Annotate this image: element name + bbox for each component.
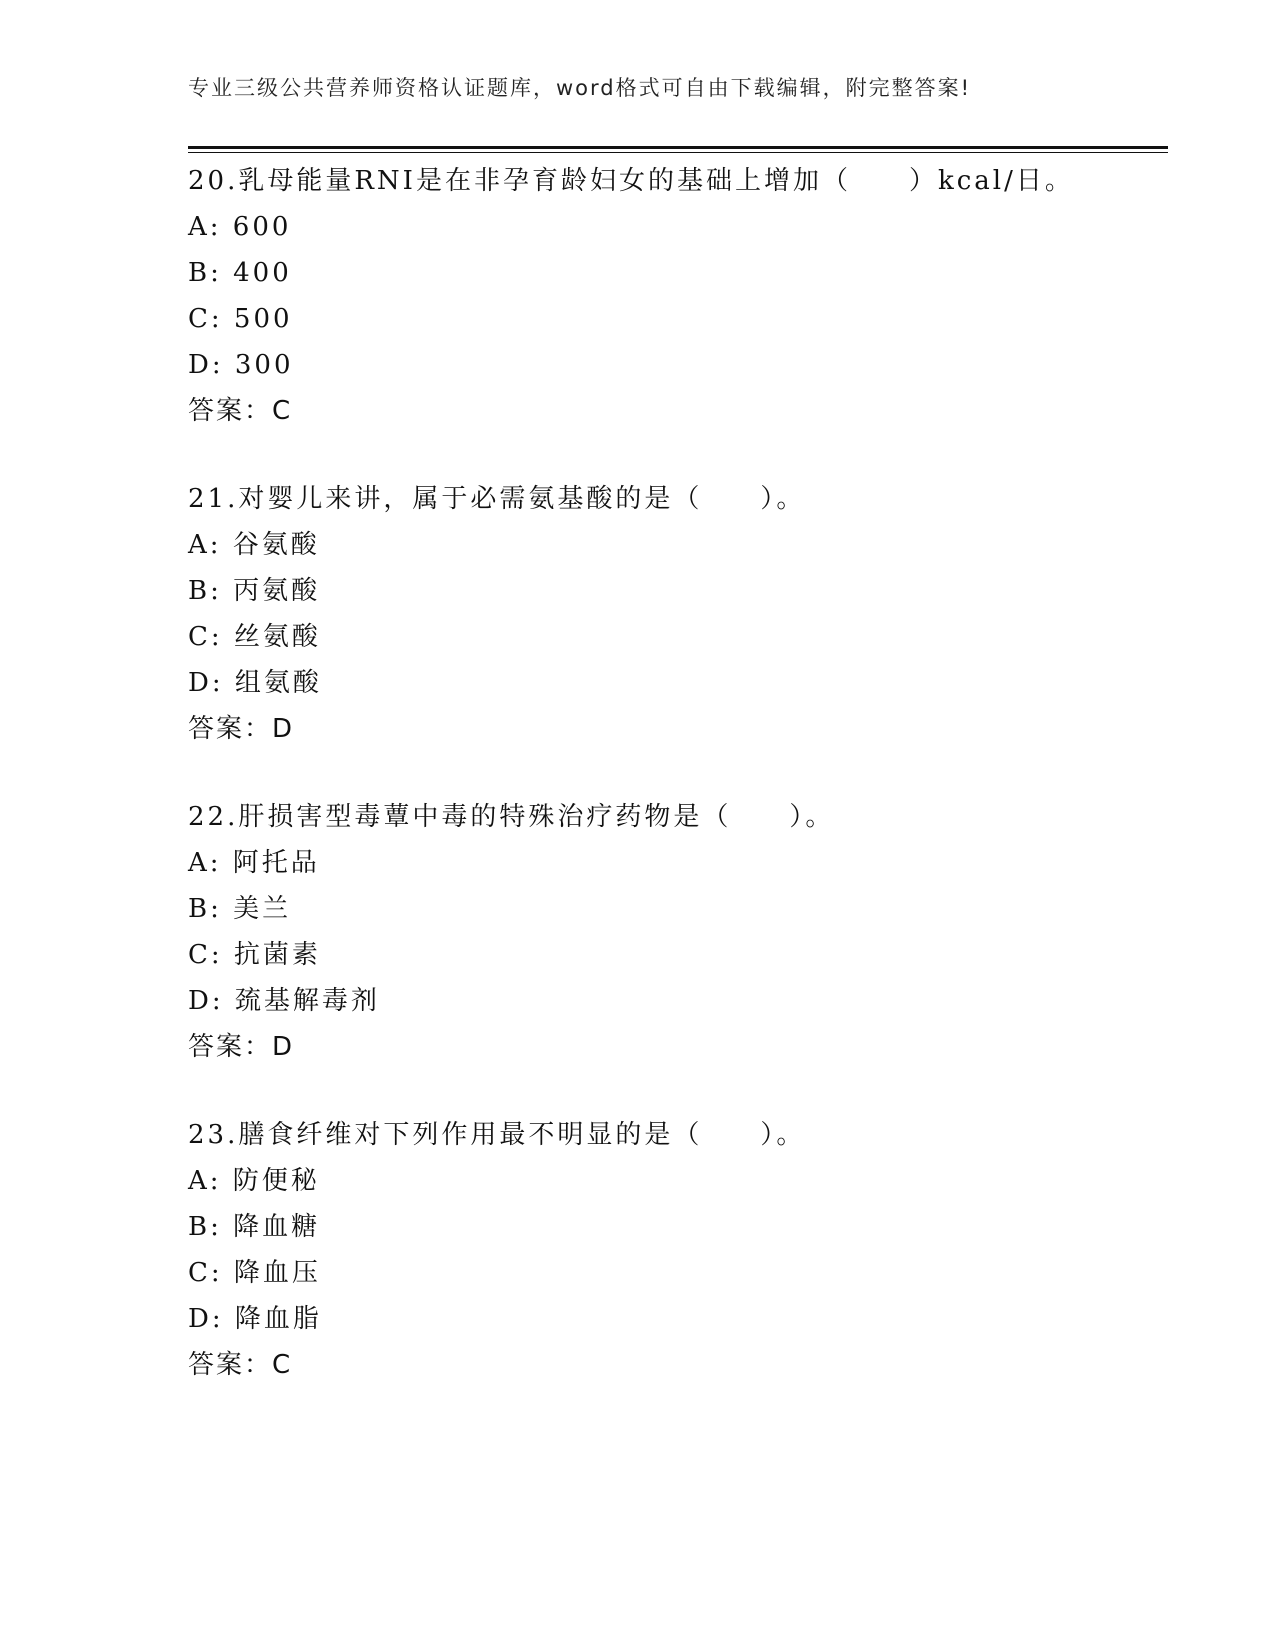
option-b: B: 丙氨酸 xyxy=(188,576,321,606)
header-rule-thin xyxy=(188,152,1168,153)
option-c: C: 抗菌素 xyxy=(188,940,321,970)
question-22 xyxy=(188,794,1168,1070)
option-c: C: 降血压 xyxy=(188,1258,321,1288)
question-stem: 23.膳食纤维对下列作用最不明显的是（ ）。 xyxy=(188,1120,806,1150)
option-a: A: 防便秘 xyxy=(188,1166,320,1196)
answer-line: 答案：D xyxy=(188,714,295,744)
option-a: A: 谷氨酸 xyxy=(188,530,320,560)
option-b: B: 美兰 xyxy=(188,894,292,924)
question-21 xyxy=(188,476,1168,752)
question-stem: 20.乳母能量RNI是在非孕育龄妇女的基础上增加（ ）kcal/日。 xyxy=(188,166,1074,196)
option-d: D: 巯基解毒剂 xyxy=(188,986,380,1016)
option-d: D: 组氨酸 xyxy=(188,668,322,698)
option-d: D: 降血脂 xyxy=(188,1304,322,1334)
option-b: B: 降血糖 xyxy=(188,1212,321,1242)
question-23 xyxy=(188,1112,1168,1388)
option-a: A: 600 xyxy=(188,212,292,242)
option-d: D: 300 xyxy=(188,350,294,380)
header-rule-thick xyxy=(188,146,1168,149)
option-a: A: 阿托品 xyxy=(188,848,320,878)
answer-line: 答案：C xyxy=(188,396,293,426)
page-header: 专业三级公共营养师资格认证题库，word格式可自由下载编辑，附完整答案! xyxy=(188,76,972,100)
answer-line: 答案：D xyxy=(188,1032,295,1062)
question-list xyxy=(188,158,1168,1430)
question-stem: 21.对婴儿来讲，属于必需氨基酸的是（ ）。 xyxy=(188,484,806,514)
option-c: C: 丝氨酸 xyxy=(188,622,321,652)
option-c: C: 500 xyxy=(188,304,293,334)
option-b: B: 400 xyxy=(188,258,292,288)
answer-line: 答案：C xyxy=(188,1350,293,1380)
question-20 xyxy=(188,158,1168,434)
question-stem: 22.肝损害型毒蕈中毒的特殊治疗药物是（ ）。 xyxy=(188,802,835,832)
